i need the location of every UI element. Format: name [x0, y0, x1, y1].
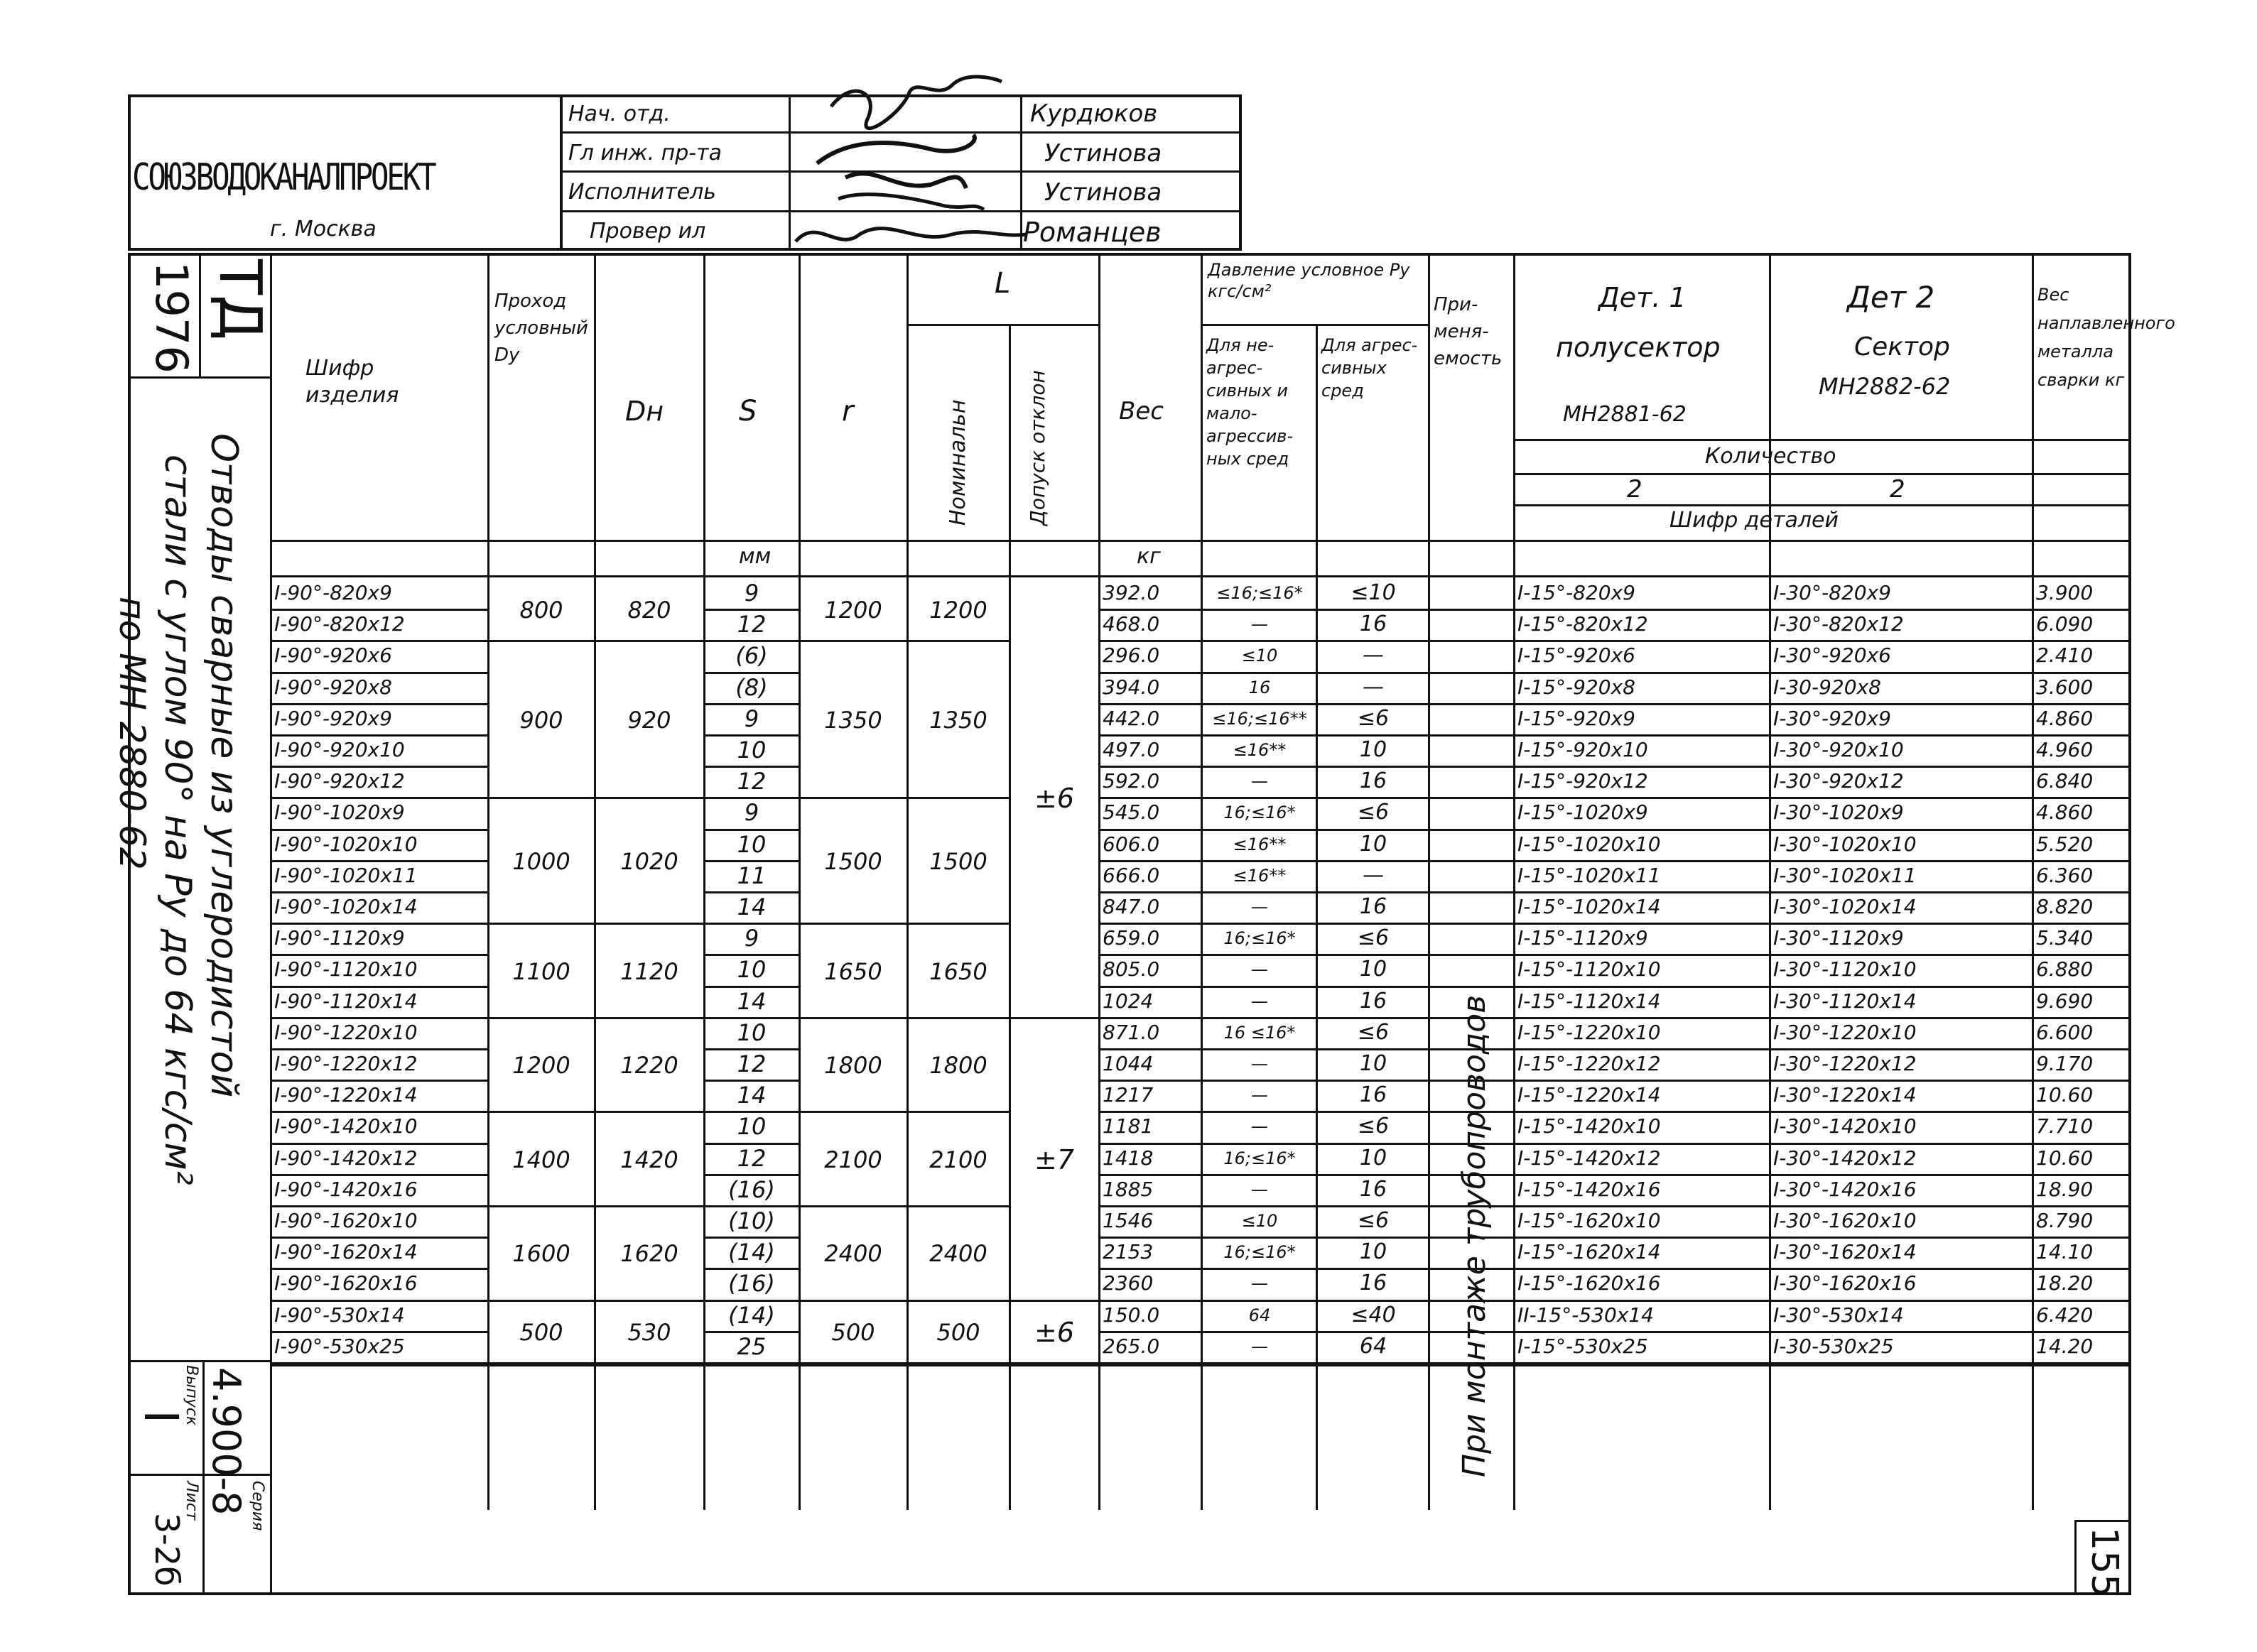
table-cell-det2: I-30°-1020x11	[1773, 863, 1917, 887]
table-cell-det1: I-15°-1120x9	[1517, 926, 1648, 950]
table-cell-p1: —	[1251, 771, 1268, 792]
hdr-tolerance: Допуск отклон	[1026, 370, 1049, 526]
table-cell-s: (16)	[728, 1175, 775, 1203]
series-value: 4.900-8	[204, 1367, 249, 1516]
table-cell-det2: I-30°-1020x9	[1773, 800, 1904, 825]
table-cell-det2: I-30°-1420x10	[1773, 1114, 1917, 1139]
table-cell-p2: 10	[1359, 1145, 1387, 1170]
table-cell-p1: ≤16**	[1233, 834, 1287, 854]
name-2: Устинова	[1044, 139, 1162, 168]
table-cell-s: 14	[737, 987, 767, 1015]
table-cell-s: 12	[737, 611, 767, 638]
table-cell-p1: —	[1251, 1054, 1268, 1074]
role-1: Нач. отд.	[568, 102, 671, 126]
hdr-det1: Дет. 1	[1598, 282, 1687, 313]
table-cell-s: (8)	[735, 673, 768, 701]
table-cell-p1: 16;≤16*	[1223, 928, 1296, 949]
table-cell-p2: ≤6	[1357, 800, 1390, 825]
table-cell-p1: ≤10	[1241, 646, 1278, 666]
table-cell-det1: I-15°-920x6	[1517, 643, 1635, 668]
table-cell-det2: I-30°-1220x14	[1773, 1083, 1917, 1107]
table-cell-code: I-90°-1420x10	[274, 1114, 418, 1139]
table-cell-p1: 64	[1248, 1305, 1271, 1325]
table-cell-weld-weight: 9.170	[2036, 1052, 2094, 1075]
hdr-p-aggr: Для агрес-сивных сред	[1321, 335, 1418, 401]
group-r: 2100	[824, 1146, 882, 1173]
table-cell-det2: I-30°-820x9	[1773, 581, 1891, 604]
group-r: 500	[831, 1318, 875, 1346]
table-cell-code: I-90°-1120x14	[274, 989, 418, 1013]
table-cell-p2: ≤40	[1351, 1302, 1396, 1327]
table-cell-weld-weight: 4.860	[2036, 706, 2094, 730]
group-dy: 1100	[512, 957, 570, 985]
table-cell-weld-weight: 10.60	[2036, 1146, 2094, 1170]
table-cell-weight: 394.0	[1103, 675, 1160, 699]
table-cell-p2: 16	[1359, 612, 1387, 637]
table-cell-weight: 592.0	[1103, 769, 1160, 793]
table-cell-weld-weight: 5.340	[2036, 926, 2094, 950]
sheet-value: 3-2б	[148, 1513, 186, 1587]
table-cell-det2: I-30°-1020x10	[1773, 832, 1917, 856]
group-dy: 1600	[512, 1240, 570, 1268]
group-dy: 1000	[512, 847, 570, 875]
table-cell-p2: 16	[1359, 1082, 1387, 1108]
hdr-weight-weld: Вес наплавленного металла сварки кг	[2037, 285, 2175, 390]
table-cell-p1: ≤10	[1241, 1211, 1278, 1231]
table-cell-weld-weight: 5.520	[2036, 832, 2094, 856]
table-cell-det1: I-15°-1220x14	[1517, 1083, 1661, 1107]
group-r: 1650	[824, 957, 882, 985]
table-cell-weight: 1217	[1103, 1083, 1154, 1107]
table-cell-det2: I-30°-530x14	[1773, 1303, 1904, 1327]
table-cell-weight: 871.0	[1103, 1020, 1160, 1044]
table-cell-s: 9	[744, 580, 759, 607]
group-dy: 800	[519, 597, 563, 624]
table-cell-det2: I-30°-1120x10	[1773, 957, 1917, 982]
table-cell-code: I-90°-1420x16	[274, 1177, 418, 1201]
table-cell-code: I-90°-1420x12	[274, 1146, 418, 1170]
table-cell-det2: I-30°-1620x10	[1773, 1209, 1917, 1232]
table-cell-weight: 468.0	[1103, 612, 1160, 636]
table-cell-det2: I-30°-1620x16	[1773, 1271, 1917, 1295]
table-cell-weld-weight: 14.10	[2036, 1240, 2094, 1264]
group-dn: 1020	[620, 847, 678, 875]
table-cell-p1: —	[1251, 1116, 1268, 1137]
role-4: Провер ил	[590, 219, 706, 244]
table-cell-det2: I-30°-1220x12	[1773, 1052, 1917, 1075]
table-cell-weight: 1546	[1103, 1209, 1154, 1232]
table-cell-weight: 545.0	[1103, 800, 1160, 825]
table-cell-det1: I-15°-1420x12	[1517, 1146, 1661, 1170]
table-cell-s: 9	[744, 799, 759, 827]
name-1: Курдюков	[1030, 99, 1158, 128]
table-cell-det2: I-30°-920x6	[1773, 643, 1891, 668]
table-cell-p2: ≤6	[1357, 1019, 1390, 1045]
table-cell-p1: 16;≤16*	[1223, 1242, 1296, 1263]
table-cell-p2: 16	[1359, 988, 1387, 1014]
hdr-det1-code: МН2881-62	[1563, 402, 1687, 427]
table-cell-weld-weight: 6.420	[2036, 1303, 2094, 1327]
table-cell-weld-weight: 4.860	[2036, 800, 2094, 825]
table-cell-code: I-90°-1220x10	[274, 1020, 418, 1044]
table-cell-p1: 16;≤16*	[1223, 803, 1296, 823]
table-cell-s: (10)	[728, 1207, 775, 1234]
table-cell-det2: I-30°-1220x10	[1773, 1020, 1917, 1044]
group-dy: 900	[519, 706, 563, 734]
table-cell-det1: I-15°-1020x11	[1517, 863, 1661, 887]
table-cell-p1: 16;≤16*	[1223, 1148, 1296, 1168]
table-cell-p1: ≤16;≤16*	[1216, 583, 1303, 603]
group-r: 1200	[824, 597, 882, 624]
table-cell-s: 10	[737, 737, 767, 763]
table-cell-det1: I-15°-920x8	[1517, 675, 1635, 699]
table-cell-p1: —	[1251, 960, 1268, 980]
table-cell-code: I-90°-920x12	[274, 769, 405, 793]
table-cell-det2: I-30-920x8	[1773, 675, 1881, 699]
hdr-det2-code: МН2882-62	[1819, 373, 1951, 400]
table-cell-weld-weight: 6.880	[2036, 957, 2094, 982]
table-cell-weld-weight: 3.600	[2036, 675, 2094, 699]
hdr-qty1: 2	[1627, 475, 1642, 504]
table-cell-p2: 10	[1359, 1051, 1387, 1076]
table-cell-weld-weight: 3.900	[2036, 581, 2094, 604]
table-cell-det1: I-15°-530x25	[1517, 1334, 1648, 1358]
table-cell-det1: I-15°-1220x12	[1517, 1052, 1661, 1075]
group-L-nominal: 500	[936, 1318, 980, 1346]
group-L-nominal: 2400	[929, 1240, 987, 1268]
group-dn: 1620	[620, 1240, 678, 1268]
table-cell-p1: 16	[1248, 677, 1271, 697]
issue-label: Выпуск	[183, 1365, 200, 1426]
table-cell-det1: I-15°-1420x10	[1517, 1114, 1661, 1139]
table-cell-p2: 10	[1359, 957, 1387, 982]
group-L-nominal: 2100	[929, 1146, 987, 1173]
table-cell-s: 11	[737, 862, 767, 889]
hdr-usage: При-меня-емость	[1434, 294, 1503, 369]
table-cell-weld-weight: 10.60	[2036, 1083, 2094, 1107]
table-cell-s: (14)	[728, 1301, 775, 1329]
table-cell-weight: 1024	[1103, 989, 1154, 1013]
table-cell-code: I-90°-1020x10	[274, 832, 418, 856]
table-cell-p1: —	[1251, 1085, 1268, 1106]
table-cell-p1: ≤16**	[1233, 865, 1287, 886]
table-cell-code: I-90°-1220x12	[274, 1052, 418, 1075]
table-cell-det1: I-15°-1620x10	[1517, 1209, 1661, 1232]
group-r: 1800	[824, 1052, 882, 1080]
table-cell-det1: I-15°-920x10	[1517, 738, 1648, 761]
hdr-parts-code: Шифр деталей	[1669, 508, 1839, 533]
group-dn: 1420	[620, 1146, 678, 1173]
table-cell-weight: 2153	[1103, 1240, 1154, 1264]
issue-value: I	[134, 1410, 188, 1424]
table-cell-weight: 805.0	[1103, 957, 1160, 982]
group-dn: 820	[627, 597, 671, 624]
table-cell-det1: I-15°-820x12	[1517, 612, 1648, 636]
table-cell-det1: I-15°-1120x14	[1517, 989, 1661, 1013]
table-cell-weld-weight: 6.090	[2036, 612, 2094, 636]
role-2: Гл инж. пр-та	[568, 141, 722, 165]
group-dy: 500	[519, 1318, 563, 1346]
group-dy: 1200	[512, 1052, 570, 1080]
table-cell-s: (16)	[728, 1270, 775, 1298]
table-cell-s: (6)	[735, 642, 768, 670]
table-cell-p2: ≤6	[1357, 705, 1390, 731]
table-cell-weld-weight: 6.360	[2036, 863, 2094, 887]
table-cell-p1: —	[1251, 1336, 1268, 1357]
table-cell-p2: 10	[1359, 737, 1387, 762]
table-cell-weight: 150.0	[1103, 1303, 1160, 1327]
table-cell-s: 10	[737, 1018, 767, 1046]
table-cell-det1: I-15°-1220x10	[1517, 1020, 1661, 1044]
hdr-L: L	[995, 267, 1011, 300]
table-cell-weld-weight: 6.840	[2036, 769, 2094, 793]
table-cell-p2: ≤6	[1357, 1208, 1390, 1233]
table-cell-weld-weight: 8.820	[2036, 895, 2094, 918]
table-cell-code: I-90°-820x12	[274, 612, 405, 636]
table-cell-weight: 666.0	[1103, 863, 1160, 887]
table-cell-weight: 847.0	[1103, 895, 1160, 918]
group-tolerance: ±7	[1034, 1143, 1075, 1175]
table-cell-weld-weight: 14.20	[2036, 1334, 2094, 1358]
table-cell-s: 14	[737, 1082, 767, 1109]
table-cell-weight: 659.0	[1103, 926, 1160, 950]
table-cell-weight: 2360	[1103, 1271, 1154, 1295]
table-cell-code: I-90°-1120x10	[274, 957, 418, 982]
table-cell-weld-weight: 2.410	[2036, 643, 2094, 668]
table-cell-det1: I-15°-1620x14	[1517, 1240, 1661, 1264]
table-cell-s: 14	[737, 893, 767, 920]
table-cell-code: I-90°-1020x11	[274, 863, 418, 887]
group-r: 1350	[824, 706, 882, 734]
table-cell-code: I-90°-530x14	[274, 1303, 405, 1327]
table-cell-code: I-90°-1020x14	[274, 895, 418, 918]
table-cell-weld-weight: 4.960	[2036, 738, 2094, 761]
group-tolerance: ±6	[1034, 783, 1075, 815]
table-cell-code: I-90°-920x9	[274, 706, 392, 730]
table-cell-det2: I-30°-1020x14	[1773, 895, 1917, 918]
group-L-nominal: 1500	[929, 847, 987, 875]
unit-mm: мм	[739, 544, 772, 569]
table-cell-code: I-90°-1620x16	[274, 1271, 418, 1295]
table-cell-p1: ≤16**	[1233, 740, 1287, 760]
table-cell-det2: I-30-530x25	[1773, 1334, 1894, 1358]
table-cell-weight: 497.0	[1103, 738, 1160, 761]
table-cell-code: I-90°-820x9	[274, 581, 392, 604]
table-cell-weld-weight: 18.90	[2036, 1177, 2094, 1201]
table-cell-code: I-90°-1020x9	[274, 800, 405, 825]
table-cell-p2: —	[1363, 674, 1384, 700]
table-cell-p1: ≤16;≤16**	[1212, 708, 1307, 729]
table-cell-det2: I-30°-1120x9	[1773, 926, 1904, 950]
table-cell-p2: 16	[1359, 768, 1387, 794]
table-cell-s: 12	[737, 1050, 767, 1077]
group-tolerance: ±6	[1034, 1316, 1075, 1348]
table-cell-s: (14)	[728, 1239, 775, 1266]
table-cell-s: 10	[737, 830, 767, 858]
table-cell-det2: I-30°-820x12	[1773, 612, 1904, 636]
hdr-s: S	[739, 395, 757, 428]
table-cell-code: I-90°-920x10	[274, 738, 405, 761]
table-cell-det2: I-30°-920x9	[1773, 706, 1891, 730]
table-cell-code: I-90°-920x8	[274, 675, 392, 699]
table-cell-code: I-90°-1620x10	[274, 1209, 418, 1232]
table-cell-s: 9	[744, 705, 759, 732]
table-cell-det1: I-15°-920x9	[1517, 706, 1635, 730]
table-cell-code: I-90°-920x6	[274, 643, 392, 668]
hdr-qty: Количество	[1705, 444, 1836, 469]
hdr-nominal: Номинальн	[946, 399, 970, 526]
table-cell-p2: 64	[1359, 1333, 1387, 1359]
table-cell-p2: —	[1363, 862, 1384, 888]
table-cell-p2: ≤6	[1357, 925, 1390, 951]
table-cell-p2: ≤6	[1357, 1114, 1390, 1139]
table-cell-det1: I-15°-1020x9	[1517, 800, 1648, 825]
table-cell-weight: 296.0	[1103, 643, 1160, 668]
table-cell-weld-weight: 6.600	[2036, 1020, 2094, 1044]
table-cell-s: 12	[737, 1144, 767, 1172]
table-cell-det1: I-15°-820x9	[1517, 581, 1635, 604]
table-cell-weld-weight: 9.690	[2036, 989, 2094, 1013]
group-L-nominal: 1800	[929, 1052, 987, 1080]
table-cell-weight: 1044	[1103, 1052, 1154, 1075]
table-cell-p1: —	[1251, 1273, 1268, 1294]
table-cell-det2: I-30°-1420x16	[1773, 1177, 1917, 1201]
name-3: Устинова	[1044, 178, 1162, 207]
group-L-nominal: 1650	[929, 957, 987, 985]
table-cell-det1: I-15°-1420x16	[1517, 1177, 1661, 1201]
hdr-dn: Dн	[625, 396, 664, 427]
hdr-r: r	[842, 395, 854, 428]
table-cell-s: 12	[737, 768, 767, 795]
table-cell-det1: I-15°-1020x14	[1517, 895, 1661, 918]
table-cell-s: 9	[744, 925, 759, 952]
side-td: ТД	[206, 259, 274, 341]
side-title-line-1: Отводы сварные из углеродистой	[202, 433, 245, 1098]
stamp-org: СОЮЗВОДОКАНАЛПРОЕКТ	[132, 156, 435, 199]
group-dn: 1120	[620, 957, 678, 985]
usage-text: При монтаже трубопроводов	[1456, 994, 1493, 1477]
hdr-det1-name: полусектор	[1556, 332, 1721, 363]
hdr-pressure: Давление условное Ру кгс/см²	[1208, 260, 1410, 301]
table-cell-p2: 10	[1359, 831, 1387, 857]
side-title-line-3: по МН 2880-62	[112, 597, 153, 870]
table-cell-det2: I-30°-920x10	[1773, 738, 1904, 761]
table-cell-p2: 16	[1359, 1271, 1387, 1296]
table-cell-det1: I-15°-920x12	[1517, 769, 1648, 793]
table-cell-p2: 16	[1359, 1176, 1387, 1202]
table-cell-p1: —	[1251, 897, 1268, 917]
table-cell-weight: 1885	[1103, 1177, 1154, 1201]
table-cell-weld-weight: 7.710	[2036, 1114, 2094, 1139]
table-cell-s: 10	[737, 1113, 767, 1141]
sheet-label: Лист	[183, 1481, 200, 1521]
group-L-nominal: 1200	[929, 597, 987, 624]
group-dn: 530	[627, 1318, 671, 1346]
table-cell-weight: 442.0	[1103, 706, 1160, 730]
hdr-code: Шифр изделия	[305, 356, 399, 408]
side-year: 1976	[146, 261, 197, 374]
table-cell-weight: 1418	[1103, 1146, 1154, 1170]
table-cell-det1: I-15°-1020x10	[1517, 832, 1661, 856]
table-cell-p1: —	[1251, 1179, 1268, 1200]
table-cell-det1: I-15°-1620x16	[1517, 1271, 1661, 1295]
group-dy: 1400	[512, 1146, 570, 1173]
table-cell-p1: —	[1251, 991, 1268, 1011]
hdr-p-non-aggr: Для не-агрес-сивных и мало-агрессив-ных сред	[1206, 335, 1294, 469]
table-cell-p1: —	[1251, 614, 1268, 635]
table-cell-weight: 392.0	[1103, 581, 1160, 604]
table-cell-p1: 16 ≤16*	[1223, 1022, 1296, 1043]
table-cell-weight: 1181	[1103, 1114, 1154, 1139]
table-cell-weld-weight: 18.20	[2036, 1271, 2094, 1295]
role-3: Исполнитель	[568, 180, 716, 205]
table-cell-det1: I-15°-1120x10	[1517, 957, 1661, 982]
page-number: 155	[2083, 1527, 2126, 1598]
table-cell-s: 25	[737, 1332, 767, 1360]
table-cell-det2: I-30°-1420x12	[1773, 1146, 1917, 1170]
group-r: 1500	[824, 847, 882, 875]
table-cell-weld-weight: 8.790	[2036, 1209, 2094, 1232]
table-cell-det1: II-15°-530x14	[1517, 1303, 1654, 1327]
table-cell-p2: 10	[1359, 1239, 1387, 1265]
hdr-det2: Дет 2	[1847, 280, 1935, 315]
hdr-dy: Проход условный Dу	[494, 290, 588, 366]
table-cell-code: I-90°-530x25	[274, 1334, 405, 1358]
group-L-nominal: 1350	[929, 706, 987, 734]
table-cell-det2: I-30°-920x12	[1773, 769, 1904, 793]
table-cell-code: I-90°-1220x14	[274, 1083, 418, 1107]
table-cell-code: I-90°-1120x9	[274, 926, 405, 950]
table-cell-det2: I-30°-1620x14	[1773, 1240, 1917, 1264]
table-cell-weight: 606.0	[1103, 832, 1160, 856]
series-label: Серия	[249, 1481, 266, 1531]
table-cell-weight: 265.0	[1103, 1334, 1160, 1358]
unit-kg: кг	[1137, 544, 1161, 569]
table-cell-p2: 16	[1359, 894, 1387, 919]
group-r: 2400	[824, 1240, 882, 1268]
hdr-qty2: 2	[1890, 475, 1905, 504]
table-cell-s: 10	[737, 956, 767, 984]
table-cell-det2: I-30°-1120x14	[1773, 989, 1917, 1013]
name-4: Романцев	[1023, 217, 1162, 248]
hdr-weight: Вес	[1119, 397, 1164, 425]
group-dn: 920	[627, 706, 671, 734]
table-cell-p2: —	[1363, 643, 1384, 668]
signature-scribbles	[789, 64, 1030, 252]
side-title-line-2: стали с углом 90° на Ру до 64 кгс/см²	[156, 455, 199, 1185]
stamp-city: г. Москва	[270, 217, 377, 241]
table-cell-code: I-90°-1620x14	[274, 1240, 418, 1264]
hdr-det2-name: Сектор	[1854, 332, 1950, 362]
table-cell-p2: ≤10	[1351, 580, 1396, 605]
group-dn: 1220	[620, 1052, 678, 1080]
